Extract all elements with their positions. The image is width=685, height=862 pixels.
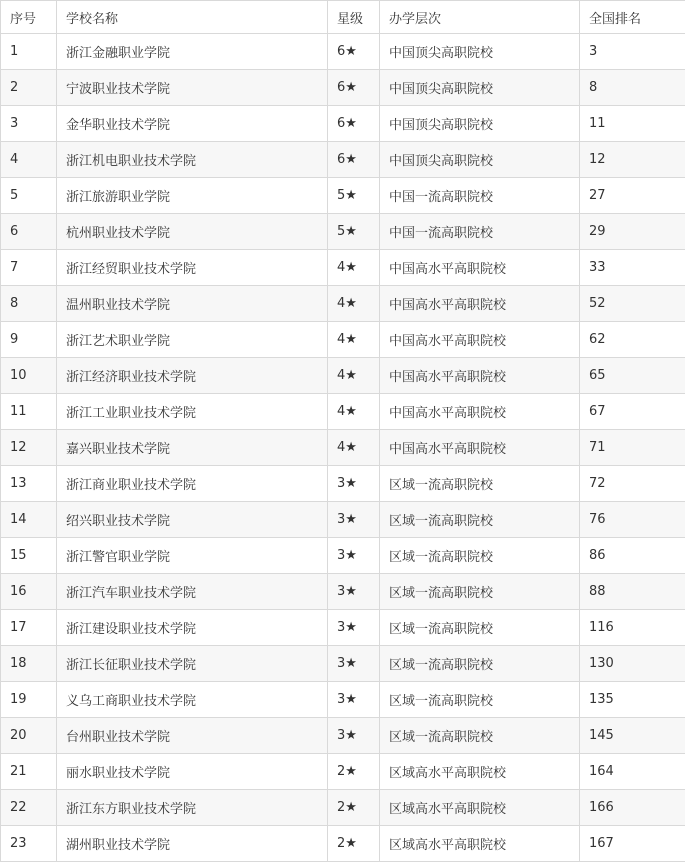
cell-national-rank: 11 [580,106,685,142]
table-row [1,718,685,754]
cell-school-name: 浙江汽车职业技术学院 [57,574,328,610]
cell-national-rank: 135 [580,682,685,718]
cell-education-tier: 中国高水平高职院校 [380,358,580,394]
table-row [1,178,685,214]
cell-index: 12 [1,430,57,466]
cell-star-level: 6★ [328,34,380,70]
cell-star-level: 2★ [328,754,380,790]
cell-national-rank: 71 [580,430,685,466]
cell-star-level: 3★ [328,646,380,682]
cell-education-tier: 区域一流高职院校 [380,502,580,538]
cell-national-rank: 62 [580,322,685,358]
table-row [1,754,685,790]
cell-school-name: 杭州职业技术学院 [57,214,328,250]
cell-star-level: 3★ [328,466,380,502]
cell-education-tier: 中国高水平高职院校 [380,322,580,358]
cell-index: 3 [1,106,57,142]
cell-education-tier: 中国顶尖高职院校 [380,34,580,70]
cell-national-rank: 29 [580,214,685,250]
cell-index: 8 [1,286,57,322]
table-row [1,826,685,862]
table-row [1,106,685,142]
cell-school-name: 浙江金融职业学院 [57,34,328,70]
table-row [1,610,685,646]
cell-school-name: 金华职业技术学院 [57,106,328,142]
cell-star-level: 4★ [328,394,380,430]
table-row [1,466,685,502]
cell-national-rank: 72 [580,466,685,502]
cell-star-level: 6★ [328,70,380,106]
header-national-rank: 全国排名 [580,1,685,34]
cell-index: 16 [1,574,57,610]
cell-school-name: 浙江建设职业技术学院 [57,610,328,646]
table-row [1,646,685,682]
cell-star-level: 4★ [328,322,380,358]
cell-index: 19 [1,682,57,718]
cell-education-tier: 区域一流高职院校 [380,466,580,502]
cell-school-name: 丽水职业技术学院 [57,754,328,790]
table-row [1,394,685,430]
cell-education-tier: 中国高水平高职院校 [380,250,580,286]
cell-national-rank: 164 [580,754,685,790]
cell-star-level: 3★ [328,574,380,610]
cell-star-level: 6★ [328,106,380,142]
cell-school-name: 浙江机电职业技术学院 [57,142,328,178]
cell-education-tier: 区域一流高职院校 [380,538,580,574]
cell-star-level: 3★ [328,610,380,646]
cell-school-name: 浙江警官职业学院 [57,538,328,574]
cell-star-level: 3★ [328,502,380,538]
cell-school-name: 嘉兴职业技术学院 [57,430,328,466]
cell-school-name: 浙江艺术职业学院 [57,322,328,358]
cell-national-rank: 167 [580,826,685,862]
cell-star-level: 6★ [328,142,380,178]
table-row [1,322,685,358]
cell-index: 10 [1,358,57,394]
cell-education-tier: 区域一流高职院校 [380,610,580,646]
cell-star-level: 4★ [328,430,380,466]
table-row [1,214,685,250]
header-school-name: 学校名称 [57,1,328,34]
cell-school-name: 浙江旅游职业学院 [57,178,328,214]
header-education-tier: 办学层次 [380,1,580,34]
cell-school-name: 台州职业技术学院 [57,718,328,754]
cell-index: 6 [1,214,57,250]
cell-school-name: 湖州职业技术学院 [57,826,328,862]
cell-education-tier: 区域一流高职院校 [380,646,580,682]
cell-national-rank: 52 [580,286,685,322]
cell-index: 14 [1,502,57,538]
cell-education-tier: 区域高水平高职院校 [380,826,580,862]
cell-index: 15 [1,538,57,574]
cell-education-tier: 中国顶尖高职院校 [380,70,580,106]
cell-index: 17 [1,610,57,646]
cell-index: 5 [1,178,57,214]
cell-school-name: 浙江经贸职业技术学院 [57,250,328,286]
cell-national-rank: 3 [580,34,685,70]
cell-national-rank: 65 [580,358,685,394]
cell-star-level: 2★ [328,826,380,862]
cell-education-tier: 中国高水平高职院校 [380,394,580,430]
table-row [1,286,685,322]
cell-national-rank: 27 [580,178,685,214]
cell-school-name: 浙江长征职业技术学院 [57,646,328,682]
cell-national-rank: 67 [580,394,685,430]
cell-national-rank: 12 [580,142,685,178]
cell-school-name: 宁波职业技术学院 [57,70,328,106]
cell-index: 1 [1,34,57,70]
cell-index: 7 [1,250,57,286]
cell-index: 2 [1,70,57,106]
cell-education-tier: 中国一流高职院校 [380,214,580,250]
cell-index: 11 [1,394,57,430]
header-row [1,1,685,34]
table-row [1,538,685,574]
cell-education-tier: 区域一流高职院校 [380,718,580,754]
cell-star-level: 4★ [328,358,380,394]
cell-education-tier: 中国高水平高职院校 [380,430,580,466]
table-header [1,1,685,34]
table-row [1,142,685,178]
cell-index: 4 [1,142,57,178]
cell-education-tier: 中国顶尖高职院校 [380,106,580,142]
cell-star-level: 4★ [328,286,380,322]
cell-star-level: 3★ [328,682,380,718]
cell-school-name: 义乌工商职业技术学院 [57,682,328,718]
cell-national-rank: 88 [580,574,685,610]
cell-national-rank: 86 [580,538,685,574]
cell-star-level: 5★ [328,178,380,214]
table-row [1,502,685,538]
cell-national-rank: 166 [580,790,685,826]
cell-school-name: 浙江工业职业技术学院 [57,394,328,430]
cell-national-rank: 145 [580,718,685,754]
cell-school-name: 浙江东方职业技术学院 [57,790,328,826]
cell-school-name: 浙江商业职业技术学院 [57,466,328,502]
table-row [1,574,685,610]
cell-school-name: 绍兴职业技术学院 [57,502,328,538]
cell-education-tier: 区域高水平高职院校 [380,754,580,790]
cell-education-tier: 区域一流高职院校 [380,574,580,610]
cell-star-level: 3★ [328,718,380,754]
cell-national-rank: 33 [580,250,685,286]
table-row [1,70,685,106]
table-body [1,34,685,862]
cell-education-tier: 区域一流高职院校 [380,682,580,718]
header-index: 序号 [1,1,57,34]
cell-national-rank: 76 [580,502,685,538]
cell-index: 18 [1,646,57,682]
cell-star-level: 3★ [328,538,380,574]
cell-education-tier: 中国顶尖高职院校 [380,142,580,178]
cell-index: 13 [1,466,57,502]
cell-star-level: 4★ [328,250,380,286]
table-row [1,790,685,826]
table-row [1,430,685,466]
table-row [1,682,685,718]
cell-star-level: 5★ [328,214,380,250]
table-row [1,250,685,286]
header-star-level: 星级 [328,1,380,34]
cell-education-tier: 中国高水平高职院校 [380,286,580,322]
cell-index: 9 [1,322,57,358]
cell-index: 20 [1,718,57,754]
cell-index: 21 [1,754,57,790]
cell-education-tier: 区域高水平高职院校 [380,790,580,826]
cell-national-rank: 130 [580,646,685,682]
cell-national-rank: 116 [580,610,685,646]
table-row [1,34,685,70]
cell-star-level: 2★ [328,790,380,826]
table-row [1,358,685,394]
cell-index: 23 [1,826,57,862]
cell-index: 22 [1,790,57,826]
cell-school-name: 浙江经济职业技术学院 [57,358,328,394]
cell-school-name: 温州职业技术学院 [57,286,328,322]
cell-national-rank: 8 [580,70,685,106]
cell-education-tier: 中国一流高职院校 [380,178,580,214]
